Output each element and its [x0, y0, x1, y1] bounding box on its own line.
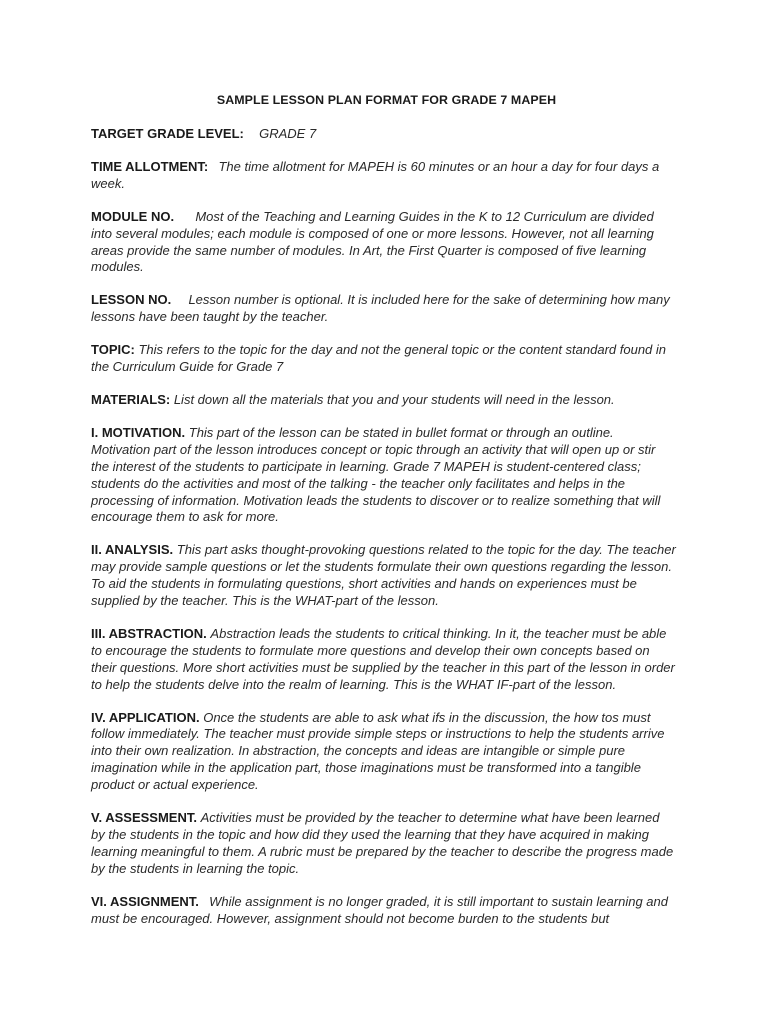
section-label: VI. ASSIGNMENT. — [91, 893, 199, 909]
section-label: TOPIC: — [91, 342, 135, 358]
section-time-allotment — [91, 159, 676, 193]
section-module-no — [91, 209, 676, 277]
section-label: III. ABSTRACTION. — [91, 625, 207, 641]
document-title: SAMPLE LESSON PLAN FORMAT FOR GRADE 7 MAPEH — [216, 93, 557, 107]
section-abstraction — [91, 626, 676, 694]
section-text: Activities must be provided by the teacher to determine what have been learned by the students in the topic and how did they used the learning that they have acquired in making learning meaningful to them. A rubric must be prepared by the teacher to describe the progress made by the students in learning the topic. — [91, 810, 674, 876]
section-text: Abstraction leads the students to critical thinking. In it, the teacher must be able to encourage the students to formulate more questions and develop their own concepts based on their questions. More short activities must be supplied by the teacher in this part of the lesson in order to help the students delve into the realm of learning. This is the WHAT IF-part of the lesson. — [91, 625, 675, 692]
section-label: IV. APPLICATION. — [91, 709, 200, 725]
section-text: GRADE 7 — [259, 126, 317, 141]
section-label: II. ANALYSIS. — [91, 542, 174, 558]
section-motivation — [91, 425, 676, 526]
section-text: This part asks thought-provoking questions related to the topic for the day. The teacher may provide sample questions or let the students formulate their own questions regarding the lesson. To aid the students in formulating questions, short activities and hands on experiences must be supplied by the teacher. This is the WHAT-part of the lesson. — [91, 542, 676, 609]
section-label: TARGET GRADE LEVEL: — [91, 126, 244, 141]
section-label: MATERIALS: — [91, 391, 171, 407]
section-target-grade-level — [91, 126, 676, 143]
section-topic — [91, 342, 676, 376]
section-assessment — [91, 810, 676, 878]
section-application — [91, 710, 676, 795]
section-label: TIME ALLOTMENT: — [91, 158, 209, 174]
section-label: LESSON NO. — [91, 292, 172, 308]
section-text: Once the students are able to ask what ifs in the discussion, the how tos must follow immediately. The teacher must provide simple steps or instructions to help the students arrive into their own realization. In abstraction, the concepts and ideas are intangible or simple pure imagination while in the application part, those imaginations must be transformed into a tangible product or actual experience. — [91, 709, 665, 793]
section-label: V. ASSESSMENT. — [91, 810, 197, 826]
section-label: MODULE NO. — [91, 208, 175, 224]
section-text: Lesson number is optional. It is included here for the sake of determining how many lessons have been taught by the teacher. — [91, 292, 670, 325]
section-text: While assignment is no longer graded, it is still important to sustain learning and must be encouraged. However, assignment should not become burden to the students but — [91, 893, 668, 926]
section-text: Most of the Teaching and Learning Guides in the K to 12 Curriculum are divided into several modules; each module is composed of one or more lessons. However, not all learning areas provide the same number of modules. In Art, the First Quarter is composed of five learning modules. — [91, 208, 654, 275]
section-text: This part of the lesson can be stated in bullet format or through an outline. Motivation part of the lesson introduces concept or topic through an activity that will open up or stir the interest of the students to participate in learning. Grade 7 MAPEH is student-centered class; students do the activities and most of the talking - the teacher only facilitates and helps in the processing of information. Motivation leads the students to discover or to realize something that will encourage them to ask for more. — [91, 424, 661, 525]
section-lesson-no — [91, 292, 676, 326]
section-label: I. MOTIVATION. — [91, 424, 186, 440]
section-text: The time allotment for MAPEH is 60 minutes or an hour a day for four days a week. — [91, 158, 660, 191]
section-analysis — [91, 542, 676, 610]
section-assignment — [91, 894, 676, 928]
section-text: List down all the materials that you and your students will need in the lesson. — [173, 391, 615, 407]
section-text: This refers to the topic for the day and not the general topic or the content standard found in the Curriculum Guide for Grade 7 — [91, 342, 667, 375]
section-materials — [91, 392, 676, 409]
